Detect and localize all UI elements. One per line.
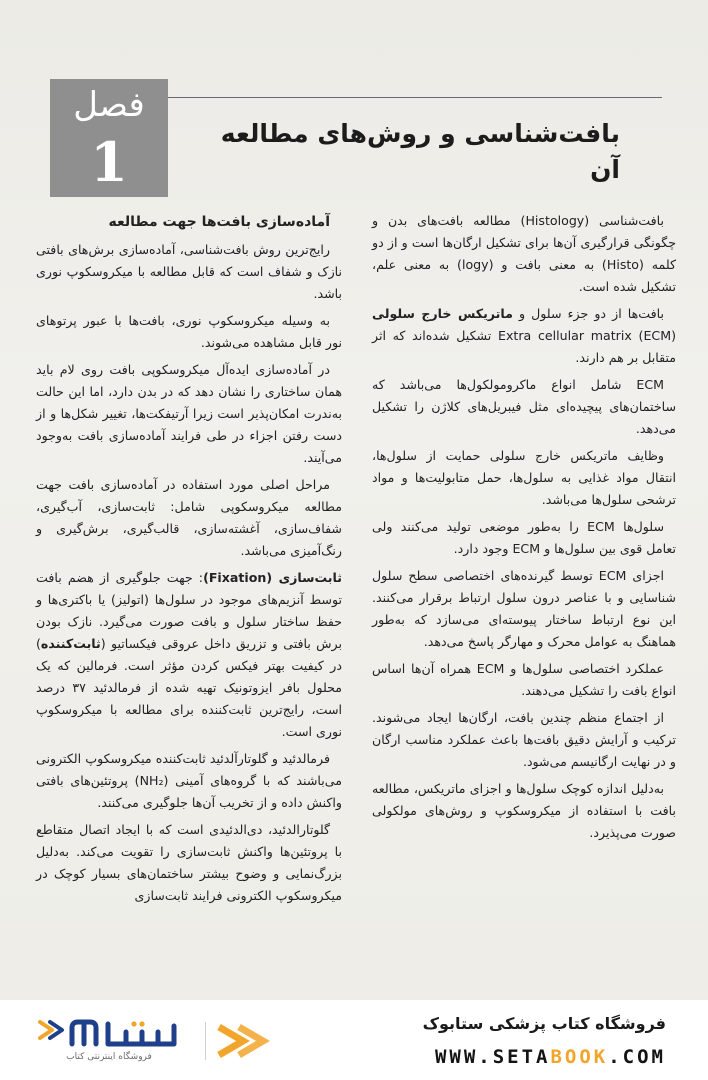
url-part: .COM bbox=[608, 1046, 666, 1068]
chapter-badge bbox=[50, 79, 168, 197]
logo-tagline: فروشگاه اینترنتی کتاب bbox=[66, 1052, 152, 1062]
store-url-link[interactable] bbox=[435, 1046, 666, 1068]
paragraph: عملکرد اختصاصی سلول‌ها و ECM همراه آن‌ها اساس انواع بافت را تشکیل می‌دهند. bbox=[372, 661, 676, 698]
store-footer bbox=[0, 1000, 708, 1080]
page-title: بافت‌شناسی و روش‌های مطالعه آن bbox=[220, 119, 620, 184]
footer-divider bbox=[205, 1022, 206, 1060]
paragraph: بافت‌شناسی (Histology) مطالعه بافت‌های بدن و چگونگی قرارگیری آن‌ها برای تشکیل ارگان‌ها است و از دو کلمه (Histo) به معنی بافت و (logy) به معنی علم، تشکیل شده است. bbox=[372, 213, 676, 294]
chapter-word: فصل bbox=[73, 85, 145, 125]
paragraph: در آماده‌سازی ایده‌آل میکروسکوپی بافت روی لام باید همان ساختاری را نشان دهد که در بدن دارد، اما این حالت به‌ندرت امکان‌پذیر است زیرا آرتیفکت‌ها، تغییر شکل‌ها و از دست رفتن اجزاء در طی فرایند آماده‌سازی بافت به‌وجود می‌آیند. bbox=[36, 362, 342, 465]
paragraph: به‌دلیل اندازه کوچک سلول‌ها و اجزای ماتریکس، مطالعه بافت با استفاده از میکروسکوپ و روش‌های مولکولی صورت می‌پذیرد. bbox=[372, 781, 676, 840]
left-column bbox=[36, 210, 342, 912]
chevron-arrows-icon bbox=[215, 1021, 275, 1061]
chapter-number: 1 bbox=[90, 130, 128, 194]
url-part: WWW.SETA bbox=[434, 1046, 551, 1068]
section-heading: آماده‌سازی بافت‌ها جهت مطالعه bbox=[108, 214, 330, 230]
paragraph: گلوتارالدئید، دی‌الدئیدی است که با ایجاد اتصال متقاطع با پروتئین‌ها واکنش ثابت‌سازی را تقویت می‌کند. به‌دلیل بزرگ‌نمایی و وضوح بیشتر ساختمان‌های بسیار کوچک در میکروسکوپ الکترونی فرایند ثابت‌سازی bbox=[36, 822, 342, 903]
paragraph: ثابت‌سازی (Fixation): جهت جلوگیری از هضم بافت توسط آنزیم‌های موجود در سلول‌ها (اتولیز) یا باکتری‌ها و حفظ ساختار سلول و بافت صورت می‌گیرد. نازک بودن برش بافتی و تزریق داخل عروقی فیکساتیو (ثابت‌کننده) در کیفیت بهتر فیکس کردن مؤثر است. فرمالین که یک محلول بافر ایزوتونیک تهیه شده از فرمالدئید ۳۷ درصد است، رایج‌ترین ثابت‌کننده برای مطالعه با میکروسکوپ نوری است. bbox=[36, 570, 343, 739]
setabook-logo[interactable] bbox=[34, 1018, 184, 1064]
paragraph: سلول‌ها ECM را به‌طور موضعی تولید می‌کنند ولی تعامل قوی بین سلول‌ها و ECM وجود دارد. bbox=[372, 519, 676, 556]
setabook-logo-icon bbox=[34, 1018, 184, 1052]
paragraph: فرمالدئید و گلوتارآلدئید ثابت‌کننده میکروسکوپ الکترونی می‌باشند که با گروه‌های آمینی (NH₂) پروتئین‌های بافتی واکنش داده و از تخریب آن‌ها جلوگیری می‌کنند. bbox=[36, 751, 342, 810]
paragraph: بافت‌ها از دو جزء سلول و ماتریکس خارج سلولی (ECM) Extra cellular matrix تشکیل شده‌اند که اثر متقابل بر هم دارند. bbox=[372, 306, 676, 365]
paragraph: اجزای ECM توسط گیرنده‌های اختصاصی سطح سلول شناسایی و با عناصر درون سلول ارتباط برقرار می‌کنند. این نوع ارتباط ساختار پیوسته‌ای می‌سازد که به‌طور هماهنگ به عوامل محرک و مهارگر پاسخ می‌دهد. bbox=[372, 568, 676, 649]
url-highlight: BOOK bbox=[550, 1046, 609, 1068]
paragraph: از اجتماع منظم چندین بافت، ارگان‌ها ایجاد می‌شوند. ترکیب و آرایش دقیق بافت‌ها باعث عملکرد مناسب ارگان و در نهایت ارگانیسم می‌شود. bbox=[372, 710, 676, 769]
paragraph: وظایف ماتریکس خارج سلولی حمایت از سلول‌ها، انتقال مواد غذایی به سلول‌ها، حمل متابولیت‌ها و مواد ترشحی سلول‌ها می‌باشد. bbox=[372, 448, 676, 507]
paragraph: ECM شامل انواع ماکرومولکول‌ها می‌باشد که ساختمان‌های پیچیده‌ای مثل فیبریل‌های کلاژن را تشکیل می‌دهد. bbox=[372, 377, 676, 436]
paragraph: به وسیله میکروسکوپ نوری، بافت‌ها با عبور پرتوهای نور قابل مشاهده می‌شوند. bbox=[36, 313, 342, 350]
paragraph: مراحل اصلی مورد استفاده در آماده‌سازی بافت جهت مطالعه میکروسکوپی شامل: ثابت‌سازی، آب‌گیری، شفاف‌سازی، آغشته‌سازی، قالب‌گیری، برش‌گیری و رنگ‌آمیزی می‌باشد. bbox=[36, 477, 342, 558]
store-name: فروشگاه کتاب پزشکی ستابوک bbox=[422, 1014, 666, 1033]
paragraph: رایج‌ترین روش بافت‌شناسی، آماده‌سازی برش‌های بافتی نازک و شفاف است که قابل مطالعه با میکروسکوپ نوری باشد. bbox=[36, 242, 342, 301]
right-column bbox=[372, 210, 676, 849]
